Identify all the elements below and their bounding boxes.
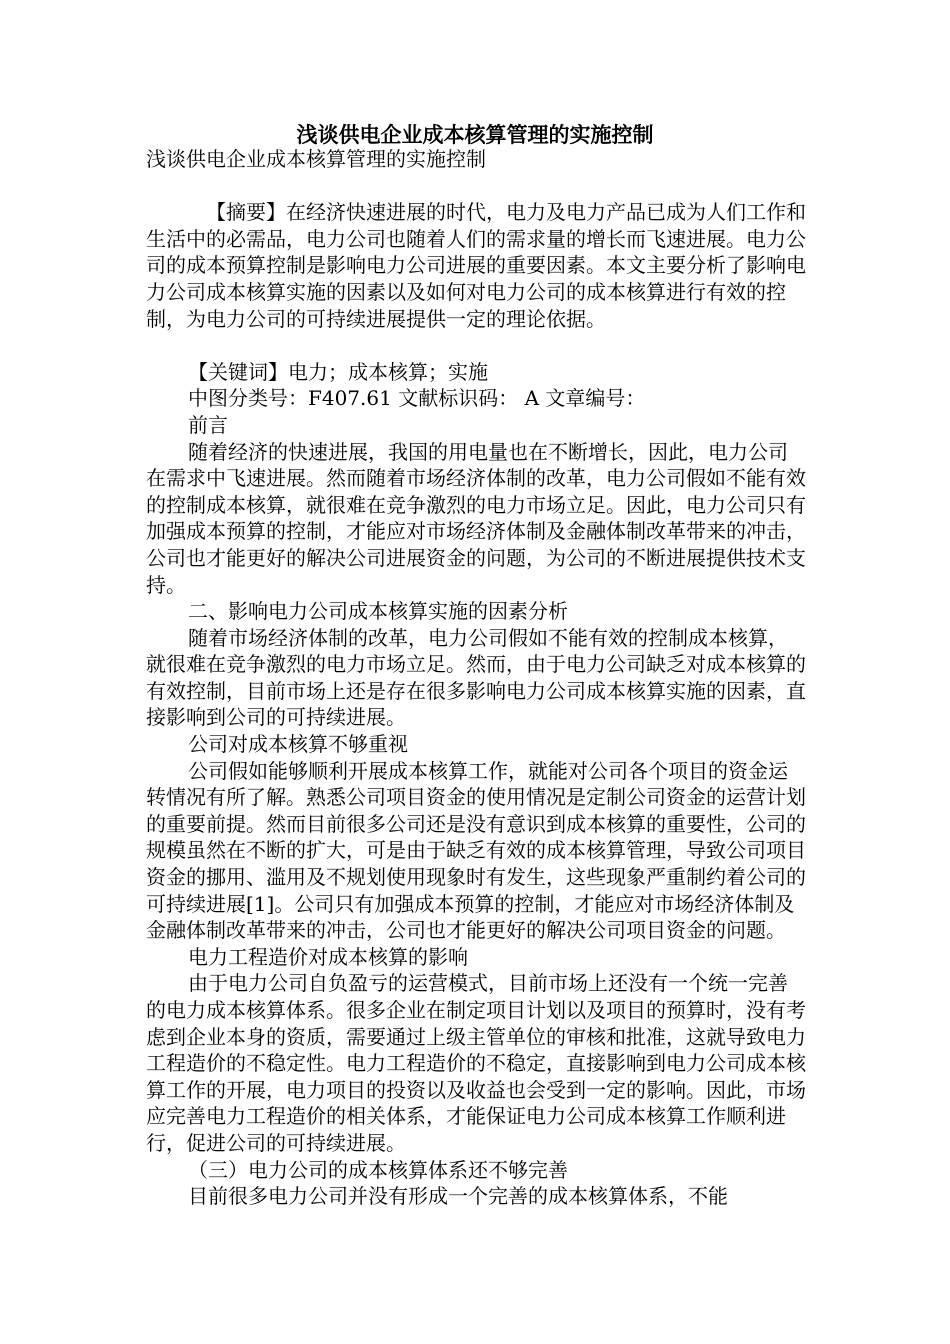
document-title: 浅谈供电企业成本核算管理的实施控制 [296,122,654,147]
preface-paragraph: 随着经济的快速进展，我国的用电量也在不断增长，因此，电力公司在需求中飞速进展。然而随着市场经济体制的改革，电力公司假如不能有效的控制成本核算，就很难在竞争激烈的电力市场立足。因此，电力公司只有加强成本预算的控制，才能应对市场经济体制及金融体制改革带来的冲击，公司也才能更好的解决公司进展资金的问题，为公司的不断进展提供技术支持。 [146,439,806,597]
blank-line [146,173,806,200]
classification-line: 中图分类号：F407.61 文献标识码： A 文章编号： [188,386,646,411]
blank-line [146,332,806,359]
document-subtitle: 浅谈供电企业成本核算管理的实施控制 [146,147,486,171]
subsection-1-heading: 公司对成本核算不够重视 [188,732,408,757]
subsection-3-paragraph: 目前很多电力公司并没有形成一个完善的成本核算体系，不能 [188,1184,728,1209]
subsection-1-paragraph: 公司假如能够顺利开展成本核算工作，就能对公司各个项目的资金运转情况有所了解。熟悉公司项目资金的使用情况是定制公司资金的运营计划的重要前提。然而目前很多公司还是没有意识到成本核算的重要性，公司的规模虽然在不断的扩大，可是由于缺乏有效的成本核算管理，导致公司项目资金的挪用、滥用及不规划使用现象时有发生，这些现象严重制约着公司的可持续进展[1]。公司只有加强成本预算的控制，才能应对市场经济体制及金融体制改革带来的冲击，公司也才能更好的解决公司项目资金的问题。 [146,758,806,943]
document-body [146,146,806,1210]
section-2-heading: 二、影响电力公司成本核算实施的因素分析 [188,599,568,624]
preface-heading: 前言 [188,412,228,437]
section-2-paragraph: 随着市场经济体制的改革，电力公司假如不能有效的控制成本核算，就很难在竞争激烈的电力市场立足。然而，由于电力公司缺乏对成本核算的有效控制，目前市场上还是存在很多影响电力公司成本核算实施的因素，直接影响到公司的可持续进展。 [146,625,806,730]
abstract-paragraph: 【摘要】在经济快速进展的时代，电力及电力产品已成为人们工作和生活中的必需品，电力公司也随着人们的需求量的增长而飞速进展。电力公司的成本预算控制是影响电力公司进展的重要因素。本文主要分析了影响电力公司成本核算实施的因素以及如何对电力公司的成本核算进行有效的控制，为电力公司的可持续进展提供一定的理论依据。 [146,200,806,331]
keywords-line: 【关键词】电力；成本核算；实施 [188,359,488,384]
subsection-3-heading: （三）电力公司的成本核算体系还不够完善 [188,1157,568,1182]
subsection-2-heading: 电力工程造价对成本核算的影响 [188,944,468,969]
subsection-2-paragraph: 由于电力公司自负盈亏的运营模式，目前市场上还没有一个统一完善的电力成本核算体系。很多企业在制定项目计划以及项目的预算时，没有考虑到企业本身的资质，需要通过上级主管单位的审核和批准，这就导致电力工程造价的不稳定性。电力工程造价的不稳定，直接影响到电力公司成本核算工作的开展，电力项目的投资以及收益也会受到一定的影响。因此，市场应完善电力工程造价的相关体系，才能保证电力公司成本核算工作顺利进行，促进公司的可持续进展。 [146,971,806,1155]
